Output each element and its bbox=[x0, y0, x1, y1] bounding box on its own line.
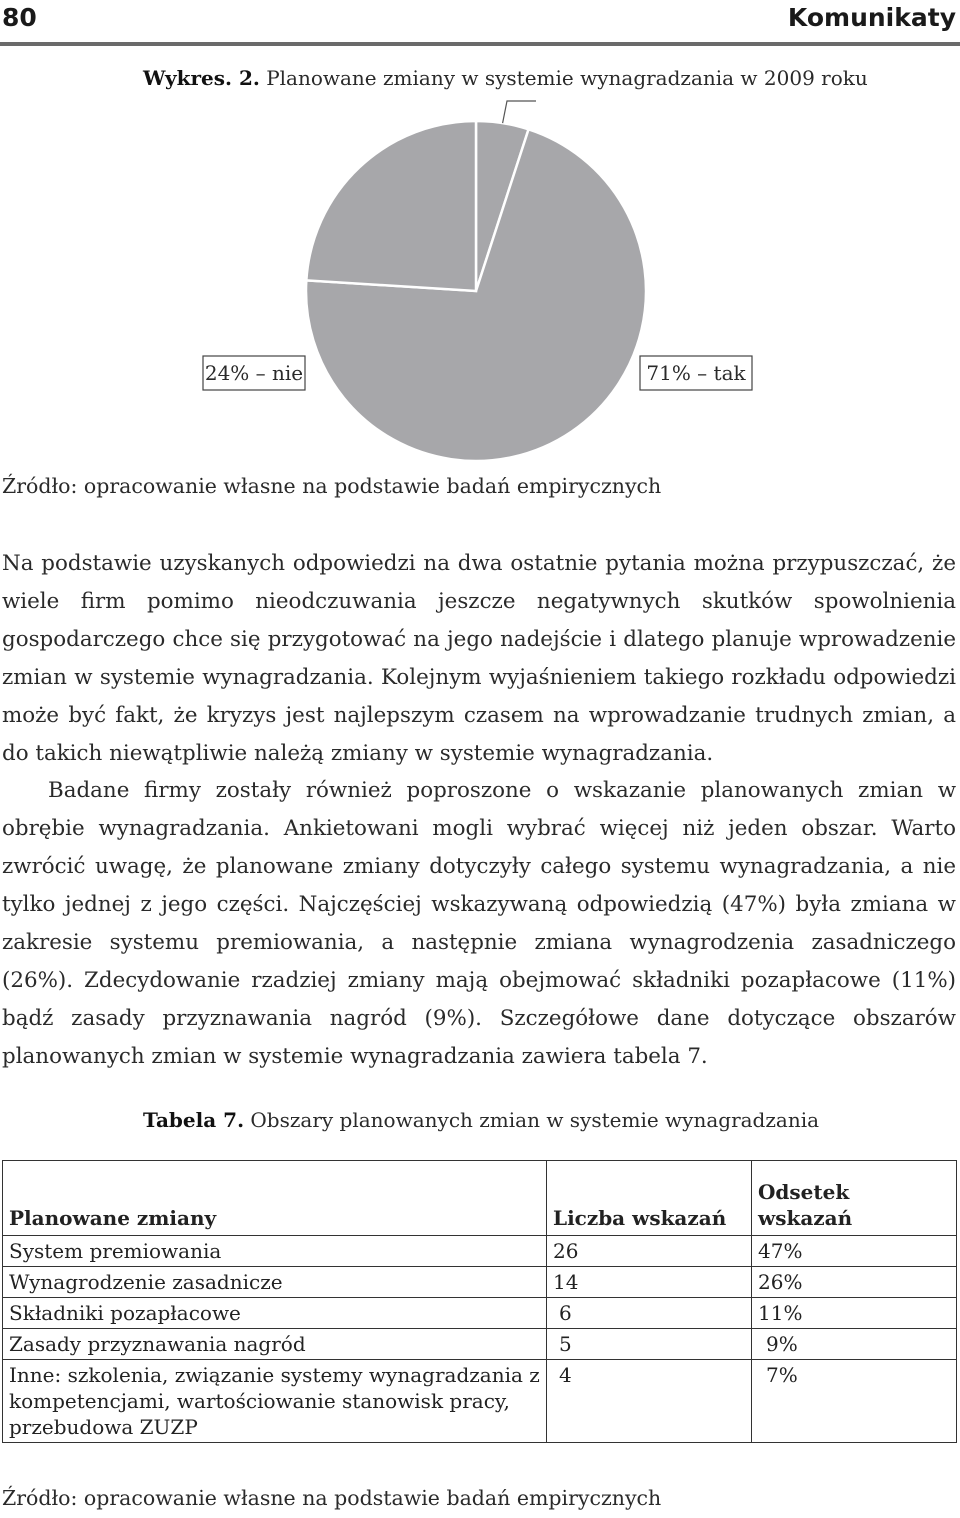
paragraph-1: Na podstawie uzyskanych odpowiedzi na dwa ostatnie pytania można przypuszczać, że wiele firm pomimo nieodczuwania jeszcze negatywnych skutków spowolnienia gospodarczego chce się przygotować na jego nadejście i dlatego planuje wprowadzenie zmian w systemie wynagradzania. Kolejnym wyjaśnieniem takiego rozkładu odpowiedzi może być fakt, że kryzys jest najlepszym czasem na wprowadzanie trudnych zmian, a do takich niewątpliwie należą zmiany w systemie wynagradzania. bbox=[2, 551, 956, 766]
pie-leader-line bbox=[503, 101, 536, 123]
table-row bbox=[3, 1298, 957, 1329]
table-cell: System premiowania bbox=[3, 1236, 547, 1267]
pie-label-text: 71% – tak bbox=[646, 361, 746, 385]
pie-label bbox=[203, 356, 305, 390]
table-row bbox=[3, 1236, 957, 1267]
table-cell: 9% bbox=[752, 1329, 957, 1360]
table-cell: 11% bbox=[752, 1298, 957, 1329]
table-title: Obszary planowanych zmian w systemie wynagradzania bbox=[250, 1108, 820, 1132]
table-cell: Wynagrodzenie zasadnicze bbox=[3, 1267, 547, 1298]
header-cell: Liczba wskazań bbox=[547, 1161, 752, 1236]
table-cell: Inne: szkolenia, związanie systemy wynagradzania z kompetencjami, wartościowanie stanowisk pracy, przebudowa ZUZP bbox=[3, 1360, 547, 1443]
table-cell: 14 bbox=[547, 1267, 752, 1298]
data-table bbox=[2, 1160, 957, 1443]
table-cell: 7% bbox=[752, 1360, 957, 1443]
page-header bbox=[0, 0, 960, 44]
header-rule bbox=[0, 42, 960, 46]
table-cell: 26% bbox=[752, 1267, 957, 1298]
table-row bbox=[3, 1360, 957, 1443]
header-cell: Odsetek wskazań bbox=[752, 1161, 957, 1236]
page-number: 80 bbox=[2, 3, 37, 32]
pie-label bbox=[640, 356, 752, 390]
table-cell: 6 bbox=[547, 1298, 752, 1329]
table-row bbox=[3, 1329, 957, 1360]
header-cell: Planowane zmiany bbox=[3, 1161, 547, 1236]
figure-label: Wykres. 2. bbox=[143, 66, 260, 90]
table-cell: 47% bbox=[752, 1236, 957, 1267]
pie-chart bbox=[0, 95, 960, 495]
table-row bbox=[3, 1267, 957, 1298]
figure-title: Planowane zmiany w systemie wynagradzania w 2009 roku bbox=[266, 66, 868, 90]
pie-slices bbox=[306, 121, 646, 461]
table-caption bbox=[143, 1108, 819, 1132]
table-label: Tabela 7. bbox=[143, 1108, 245, 1132]
figure-source: Źródło: opracowanie własne na podstawie badań empirycznych bbox=[2, 474, 662, 498]
table-cell: Składniki pozapłacowe bbox=[3, 1298, 547, 1329]
section-title: Komunikaty bbox=[787, 3, 956, 32]
table-cell: Zasady przyznawania nagród bbox=[3, 1329, 547, 1360]
body-text bbox=[2, 545, 956, 1076]
paragraph-2: Badane firmy zostały również poproszone o wskazanie planowanych zmian w obrębie wynagradzania. Ankietowani mogli wybrać więcej niż jeden obszar. Warto zwrócić uwagę, że planowane zmiany dotyczyły całego systemu wynagradzania, a nie tylko jednej z jego części. Najczęściej wskazywaną odpowiedzią (47%) była zmiana w zakresie systemu premiowania, a następnie zmiana wynagrodzenia zasadniczego (26%). Zdecydowanie rzadziej zmiany mają obejmować składniki pozapłacowe (11%) bądź zasady przyznawania nagród (9%). Szczegółowe dane dotyczące obszarów planowanych zmian w systemie wynagradzania zawiera tabela 7. bbox=[2, 778, 956, 1069]
pie-label-text: 24% – nie bbox=[204, 361, 304, 385]
table-source: Źródło: opracowanie własne na podstawie badań empirycznych bbox=[2, 1486, 662, 1510]
pie-slice bbox=[306, 121, 476, 291]
table-cell: 26 bbox=[547, 1236, 752, 1267]
table-header-row bbox=[3, 1161, 957, 1236]
table-cell: 5 bbox=[547, 1329, 752, 1360]
figure-caption bbox=[143, 66, 868, 90]
table-cell: 4 bbox=[547, 1360, 752, 1443]
